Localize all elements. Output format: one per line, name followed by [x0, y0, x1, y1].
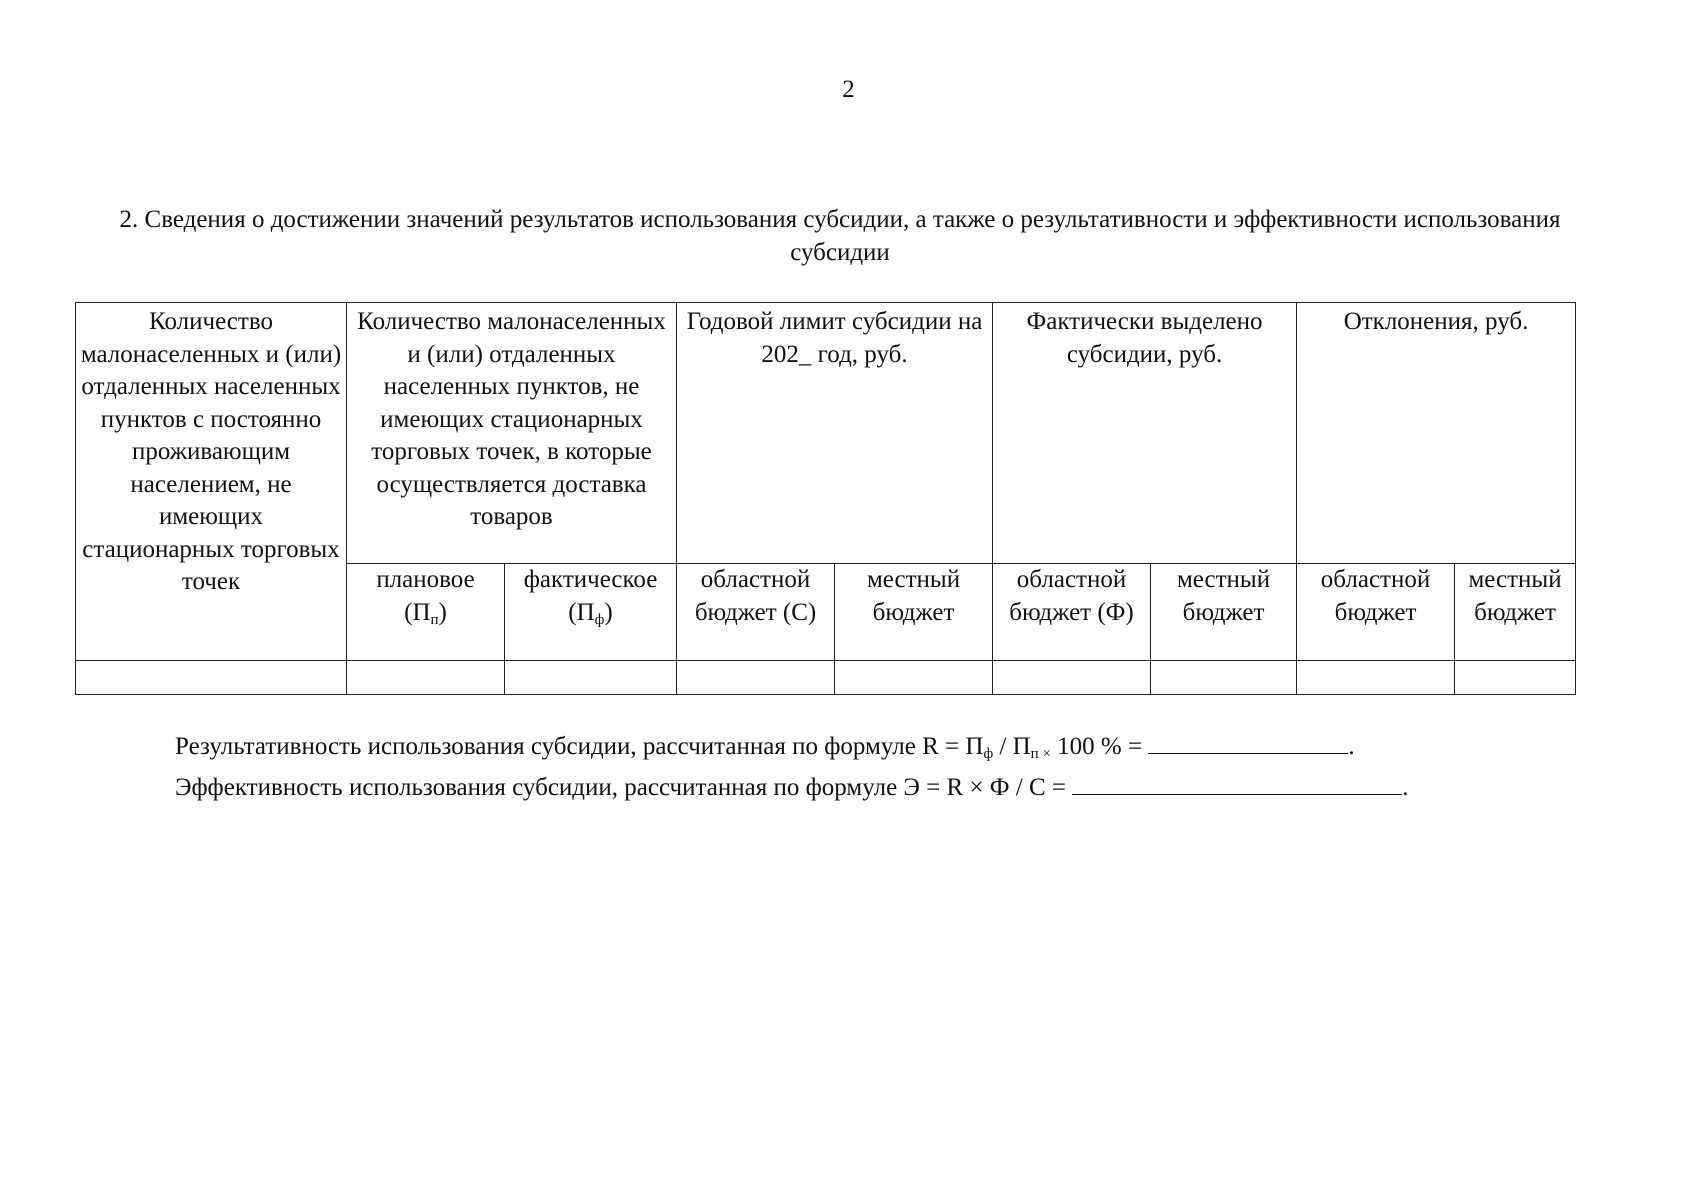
header-cell-actually-allocated: Фактически выделено субсидии, руб.	[993, 303, 1297, 564]
subheader-cell-limit-regional: областной бюджет (С)	[677, 564, 835, 661]
data-cell-deviation-regional[interactable]	[1297, 661, 1455, 695]
subheader-cell-allocated-local: местный бюджет	[1151, 564, 1297, 661]
header-cell-deviations: Отклонения, руб.	[1297, 303, 1576, 564]
data-cell-deviation-local[interactable]	[1455, 661, 1576, 695]
planned-close-paren: )	[438, 598, 447, 626]
planned-symbol: (П	[404, 598, 431, 626]
effectiveness-prefix: Результативность использования субсидии, рассчитанная по формуле R = П	[175, 733, 984, 760]
section-title: 2. Сведения о достижении значений результатов использования субсидии, а также о результативности и эффективности использования субсидии	[119, 206, 1561, 266]
data-cell-settlements-without-stores[interactable]	[76, 661, 347, 695]
effectiveness-mid: / П	[993, 733, 1031, 760]
actual-index: ф	[594, 611, 605, 628]
efficiency-text: Эффективность использования субсидии, рассчитанная по формуле Э = R × Ф / С =	[175, 774, 1073, 801]
efficiency-blank-field[interactable]	[1072, 772, 1402, 795]
planned-label: плановое	[376, 566, 475, 593]
data-cell-actual[interactable]	[505, 661, 677, 695]
header-cell-annual-limit: Годовой лимит субсидии на 202_ год, руб.	[677, 303, 993, 564]
effectiveness-period: .	[1348, 733, 1355, 760]
actual-close-paren: )	[604, 598, 613, 626]
planned-index: п	[430, 611, 439, 628]
header-cell-settlements-without-stores: Количество малонаселенных и (или) отдаленных населенных пунктов с постоянно проживающим населением, не имеющих стационарных торговых точек	[76, 303, 347, 661]
effectiveness-formula-line	[175, 730, 1625, 771]
efficiency-period: .	[1402, 774, 1409, 801]
data-cell-allocated-regional[interactable]	[993, 661, 1151, 695]
subheader-cell-actual	[505, 564, 677, 661]
subheader-cell-deviation-local: местный бюджет	[1455, 564, 1576, 661]
table-row	[76, 661, 1576, 695]
formulas-block	[175, 730, 1625, 804]
effectiveness-sub-actual: ф	[983, 746, 994, 762]
data-cell-limit-local[interactable]	[835, 661, 993, 695]
data-cell-planned[interactable]	[347, 661, 505, 695]
data-cell-limit-regional[interactable]	[677, 661, 835, 695]
page-number: 2	[842, 76, 855, 103]
subheader-cell-deviation-regional: областной бюджет	[1297, 564, 1455, 661]
table-header-row	[76, 303, 1576, 564]
actual-label: фактическое	[523, 566, 658, 593]
efficiency-formula-line	[175, 771, 1625, 804]
actual-symbol: (П	[568, 598, 595, 626]
effectiveness-blank-field[interactable]	[1148, 731, 1348, 754]
subheader-cell-allocated-regional: областной бюджет (Ф)	[993, 564, 1151, 661]
effectiveness-suffix: 100 % =	[1050, 733, 1149, 760]
subheader-cell-limit-local: местный бюджет	[835, 564, 993, 661]
subsidy-results-table	[75, 302, 1576, 695]
data-cell-allocated-local[interactable]	[1151, 661, 1297, 695]
header-cell-settlements-with-delivery: Количество малонаселенных и (или) отдаленных населенных пунктов, не имеющих стационарных торговых точек, в которые осуществляется доставка товаров	[347, 303, 677, 564]
subheader-cell-planned	[347, 564, 505, 661]
effectiveness-sub-planned: п ×	[1030, 746, 1051, 762]
